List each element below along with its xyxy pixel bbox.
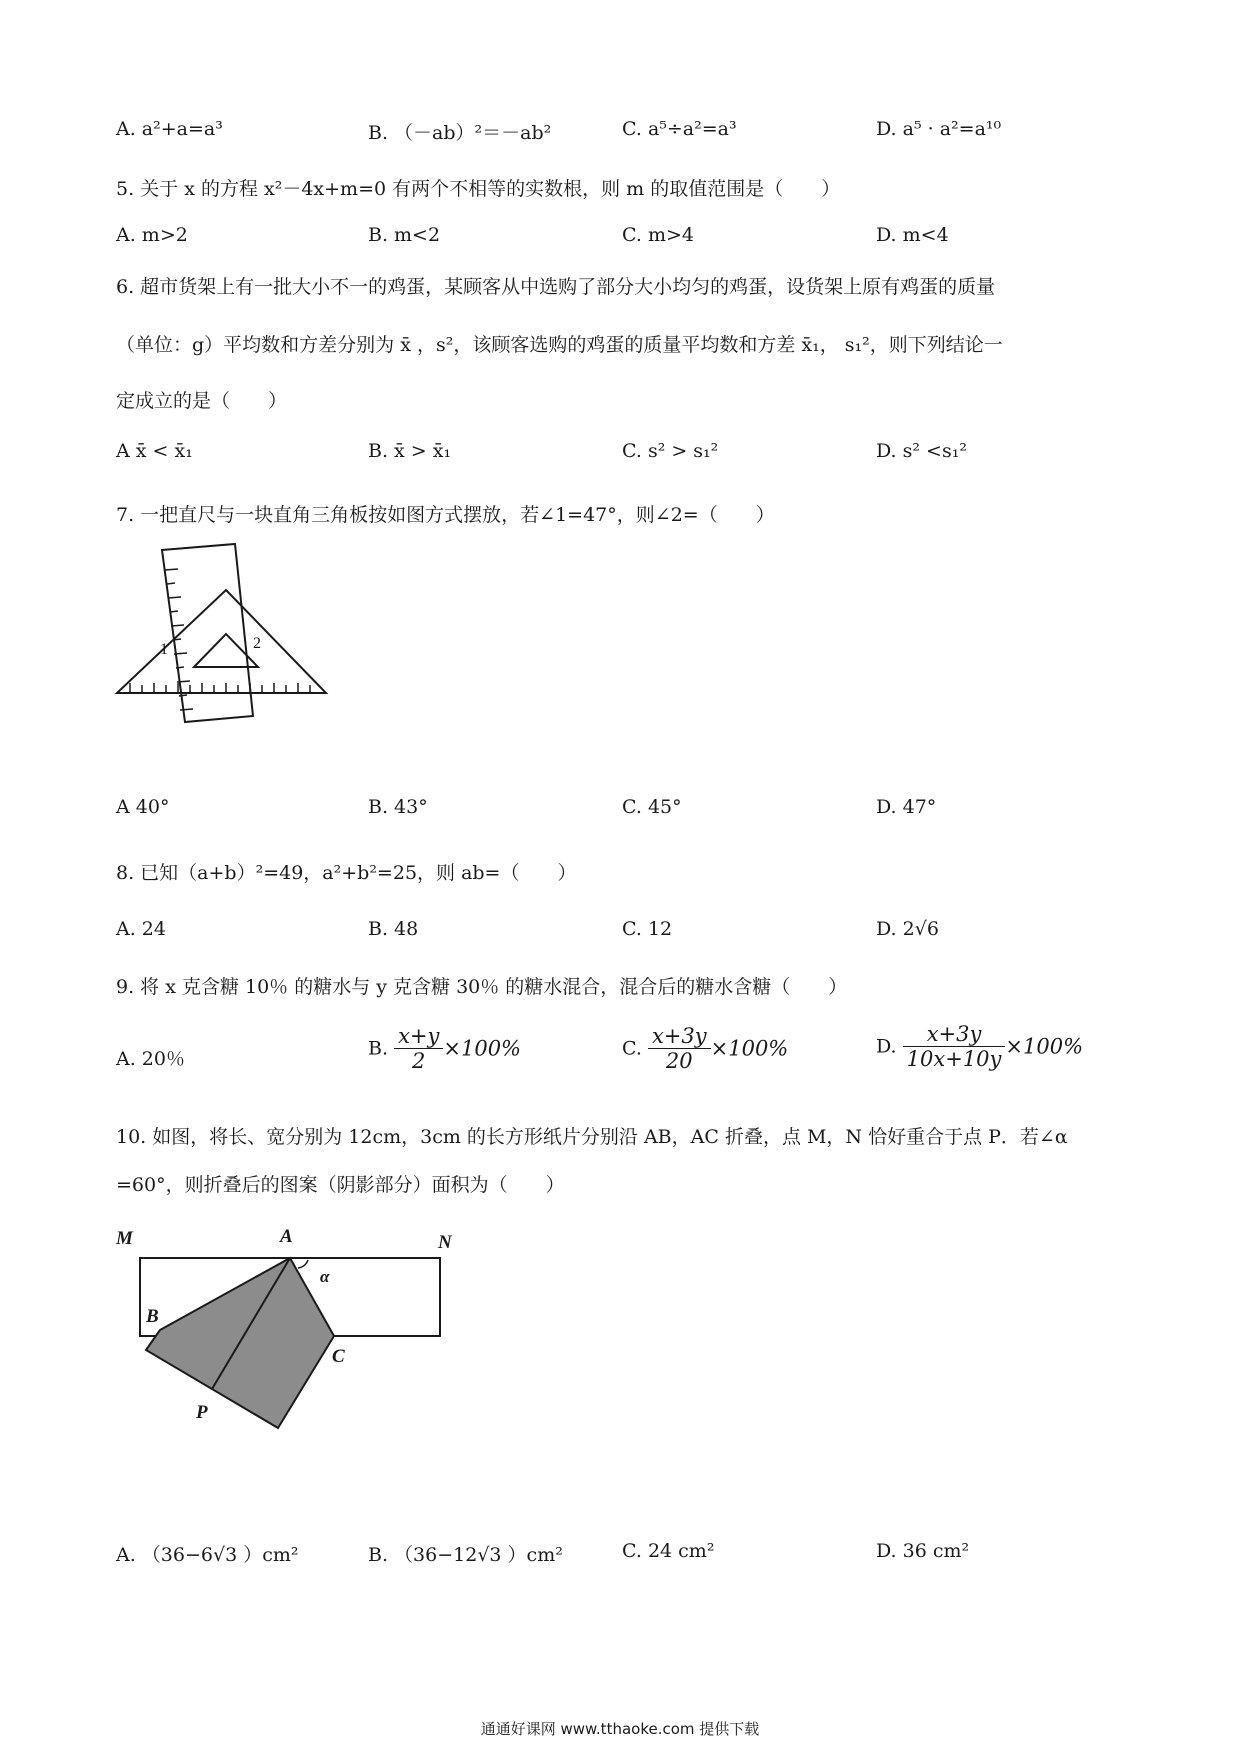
- point-n-label: N: [438, 1232, 452, 1253]
- q6-option-a: A x̄ < x̄₁: [116, 440, 193, 462]
- q9-option-d-tail: ×100%: [1005, 1034, 1084, 1059]
- q9-option-d: [876, 1022, 1083, 1071]
- q7-stem: 7. 一把直尺与一块直角三角板按如图方式摆放，若∠1=47°，则∠2=（ ）: [116, 504, 775, 526]
- q9-option-d-denominator: 10x+10y: [906, 1047, 1002, 1071]
- q8-stem: 8. 已知（a+b）²=49，a²+b²=25，则 ab=（ ）: [116, 862, 577, 884]
- q5-option-b: B. m<2: [368, 224, 441, 246]
- q9-option-d-fraction: [903, 1022, 1006, 1071]
- q9-option-b-denominator: 2: [412, 1049, 426, 1073]
- angle-1-label: 1: [160, 641, 168, 658]
- right-triangle-inner: [194, 634, 258, 667]
- ruler-ticks: [165, 569, 193, 710]
- q10-option-d: D. 36 cm²: [876, 1540, 970, 1562]
- point-c-label: C: [332, 1346, 345, 1367]
- angle-2-label: 2: [253, 635, 261, 652]
- q5-stem: 5. 关于 x 的方程 x²－4x+m=0 有两个不相等的实数根，则 m 的取值范围是（ ）: [116, 178, 841, 200]
- point-p-label: P: [196, 1402, 208, 1423]
- ruler: [162, 544, 253, 722]
- q7-option-c: C. 45°: [622, 796, 682, 818]
- point-a-label: A: [280, 1226, 293, 1247]
- q10-option-c: C. 24 cm²: [622, 1540, 715, 1562]
- q9-option-b-fraction: [394, 1024, 443, 1073]
- q6-option-c: C. s² > s₁²: [622, 440, 719, 462]
- point-b-label: B: [146, 1306, 159, 1327]
- q9-option-c-numerator: x+3y: [648, 1024, 711, 1049]
- q7-option-b: B. 43°: [368, 796, 428, 818]
- q8-option-a: A. 24: [116, 918, 166, 940]
- q9-option-c: [622, 1024, 788, 1073]
- page-footer: 通通好课网 www.tthaoke.com 提供下载: [480, 1720, 760, 1738]
- q9-option-c-prefix: C.: [622, 1037, 642, 1060]
- q5-option-a: A. m>2: [116, 224, 188, 246]
- q9-option-d-prefix: D.: [876, 1035, 897, 1058]
- q8-option-d: D. 2√6: [876, 918, 939, 940]
- q9-option-b: [368, 1024, 521, 1073]
- q10-stem-line-1: 10. 如图，将长、宽分别为 12cm，3cm 的长方形纸片分别沿 AB，AC 折叠，点 M，N 恰好重合于点 P．若∠α: [116, 1126, 1068, 1148]
- q7-option-d: D. 47°: [876, 796, 937, 818]
- q9-option-b-tail: ×100%: [443, 1036, 522, 1061]
- q9-option-d-numerator: x+3y: [903, 1022, 1006, 1047]
- q9-stem: 9. 将 x 克含糖 10％ 的糖水与 y 克含糖 30％ 的糖水混合，混合后的糖水含糖（ ）: [116, 976, 848, 998]
- triangle-ticks: [130, 683, 310, 693]
- point-m-label: M: [116, 1228, 133, 1249]
- q6-option-b: B. x̄ > x̄₁: [368, 440, 452, 462]
- q10-option-b: B. （36−12√3 ）cm²: [368, 1544, 563, 1566]
- q8-option-b: B. 48: [368, 918, 419, 940]
- q9-option-b-prefix: B.: [368, 1037, 389, 1060]
- q9-option-a: A. 20％: [116, 1048, 185, 1070]
- q10-stem-line-2: =60°，则折叠后的图案（阴影部分）面积为（ ）: [116, 1174, 565, 1196]
- q4-option-c: C. a⁵÷a²=a³: [622, 118, 737, 140]
- ruler-triangle-figure: [110, 540, 340, 730]
- q10-option-a: A. （36−6√3 ）cm²: [116, 1544, 299, 1566]
- angle-alpha-arc: [298, 1260, 308, 1268]
- q6-option-d: D. s² <s₁²: [876, 440, 967, 462]
- q9-option-c-fraction: [648, 1024, 711, 1073]
- q6-stem-line-2: （单位：g）平均数和方差分别为 x̄ ，s²，该顾客选购的鸡蛋的质量平均数和方差 x̄₁， s₁²，则下列结论一: [116, 334, 1003, 356]
- angle-alpha-label: α: [320, 1267, 330, 1286]
- q4-option-b: B. （－ab）²＝－ab²: [368, 122, 552, 144]
- q9-option-c-denominator: 20: [665, 1049, 693, 1073]
- q6-stem-line-1: 6. 超市货架上有一批大小不一的鸡蛋，某顾客从中选购了部分大小均匀的鸡蛋，设货架上原有鸡蛋的质量: [116, 276, 996, 298]
- right-triangle-outer: [117, 590, 326, 693]
- q9-option-b-numerator: x+y: [394, 1024, 443, 1049]
- q9-option-c-tail: ×100%: [710, 1036, 789, 1061]
- q5-option-d: D. m<4: [876, 224, 949, 246]
- folded-paper-figure: [110, 1222, 490, 1442]
- q5-option-c: C. m>4: [622, 224, 694, 246]
- q4-option-a: A. a²+a=a³: [116, 118, 223, 140]
- q7-option-a: A 40°: [116, 796, 170, 818]
- q4-option-d: D. a⁵ · a²=a¹⁰: [876, 118, 1002, 140]
- q6-stem-line-3: 定成立的是（ ）: [116, 390, 288, 412]
- q8-option-c: C. 12: [622, 918, 673, 940]
